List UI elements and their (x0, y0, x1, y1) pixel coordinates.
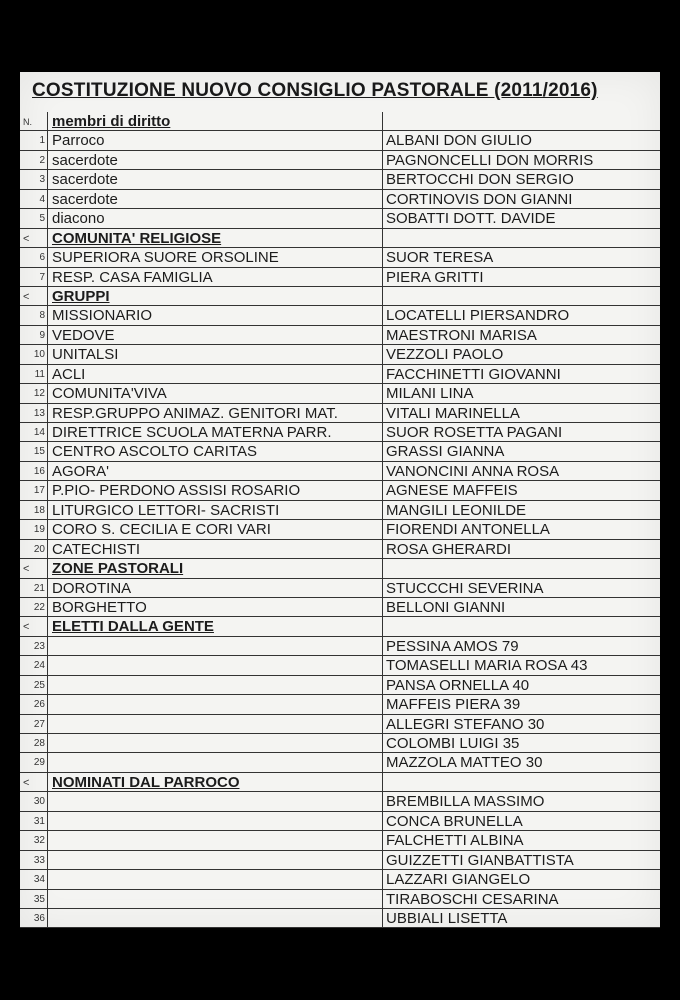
table-row (20, 520, 660, 539)
row-number: 35 (20, 890, 48, 908)
role-cell: CORO S. CECILIA E CORI VARI (52, 521, 271, 539)
name-cell: SUOR TERESA (382, 248, 660, 266)
role-cell: P.PIO- PERDONO ASSISI ROSARIO (52, 482, 301, 500)
row-number: 5 (20, 209, 48, 227)
section-title: ZONE PASTORALI (52, 560, 184, 578)
name-cell: CONCA BRUNELLA (382, 812, 660, 830)
name-cell: SOBATTI DOTT. DAVIDE (382, 209, 660, 227)
council-table (20, 112, 660, 928)
row-number: 28 (20, 734, 48, 752)
table-row (20, 890, 660, 909)
table-row (20, 345, 660, 364)
name-cell: VEZZOLI PAOLO (382, 345, 660, 363)
row-number: 11 (20, 365, 48, 383)
table-row (20, 695, 660, 714)
role-cell (52, 890, 380, 908)
header-name-cell (382, 112, 660, 130)
row-number: 21 (20, 579, 48, 597)
table-row (20, 792, 660, 811)
section-row (20, 287, 660, 306)
row-number: 14 (20, 423, 48, 441)
row-number: 33 (20, 851, 48, 869)
row-number: 6 (20, 248, 48, 266)
table-row (20, 501, 660, 520)
row-number: 19 (20, 520, 48, 538)
name-cell: FIORENDI ANTONELLA (382, 520, 660, 538)
row-number: 12 (20, 384, 48, 402)
document-title: COSTITUZIONE NUOVO CONSIGLIO PASTORALE (2011/2016) (32, 80, 598, 101)
name-cell: CORTINOVIS DON GIANNI (382, 190, 660, 208)
row-number: 16 (20, 462, 48, 480)
name-cell: LAZZARI GIANGELO (382, 870, 660, 888)
name-cell (382, 229, 660, 247)
table-row (20, 365, 660, 384)
row-number: 18 (20, 501, 48, 519)
role-cell (52, 656, 380, 674)
role-cell: SUPERIORA SUORE ORSOLINE (52, 249, 279, 267)
table-row (20, 404, 660, 423)
name-cell (382, 287, 660, 305)
table-row (20, 579, 660, 598)
header-number: N. (20, 112, 48, 130)
row-number: 25 (20, 676, 48, 694)
row-number: 17 (20, 481, 48, 499)
table-row (20, 248, 660, 267)
section-row (20, 559, 660, 578)
role-cell: CENTRO ASCOLTO CARITAS (52, 443, 258, 461)
table-row (20, 209, 660, 228)
table-row (20, 170, 660, 189)
role-cell: CATECHISTI (52, 540, 141, 558)
section-title: NOMINATI DAL PARROCO (52, 773, 240, 791)
name-cell: PANSA ORNELLA 40 (382, 676, 660, 694)
name-cell: GRASSI GIANNA (382, 442, 660, 460)
name-cell: MAESTRONI MARISA (382, 326, 660, 344)
table-row (20, 306, 660, 325)
name-cell: STUCCCHI SEVERINA (382, 579, 660, 597)
row-number: 20 (20, 540, 48, 558)
role-cell (52, 753, 380, 771)
name-cell: PAGNONCELLI DON MORRIS (382, 151, 660, 169)
section-row (20, 229, 660, 248)
name-cell: FACCHINETTI GIOVANNI (382, 365, 660, 383)
name-cell: MAZZOLA MATTEO 30 (382, 753, 660, 771)
role-cell: COMUNITA'VIVA (52, 385, 167, 403)
name-cell: UBBIALI LISETTA (382, 909, 660, 927)
role-cell: VEDOVE (52, 326, 115, 344)
role-cell: LITURGICO LETTORI- SACRISTI (52, 501, 280, 519)
table-row (20, 326, 660, 345)
name-cell: PIERA GRITTI (382, 268, 660, 286)
role-cell (52, 909, 380, 927)
section-title: COMUNITA' RELIGIOSE (52, 229, 222, 247)
table-row (20, 190, 660, 209)
role-cell (52, 851, 380, 869)
section-title: ELETTI DALLA GENTE (52, 618, 214, 636)
name-cell: FALCHETTI ALBINA (382, 831, 660, 849)
role-cell: AGORA' (52, 462, 110, 480)
role-cell: UNITALSI (52, 346, 119, 364)
table-row (20, 851, 660, 870)
table-row (20, 423, 660, 442)
name-cell: ALBANI DON GIULIO (382, 131, 660, 149)
table-row (20, 831, 660, 850)
table-row (20, 637, 660, 656)
name-cell: VANONCINI ANNA ROSA (382, 462, 660, 480)
name-cell: MAFFEIS PIERA 39 (382, 695, 660, 713)
row-number: 8 (20, 306, 48, 324)
table-header-row (20, 112, 660, 131)
row-number: 7 (20, 268, 48, 286)
name-cell: SUOR ROSETTA PAGANI (382, 423, 660, 441)
row-number: 10 (20, 345, 48, 363)
role-cell (52, 792, 380, 810)
row-number: 30 (20, 792, 48, 810)
role-cell: ACLI (52, 365, 86, 383)
name-cell: TOMASELLI MARIA ROSA 43 (382, 656, 660, 674)
row-number: < (20, 617, 48, 635)
row-number: 9 (20, 326, 48, 344)
row-number: 13 (20, 404, 48, 422)
row-number: 24 (20, 656, 48, 674)
name-cell: ALLEGRI STEFANO 30 (382, 715, 660, 733)
name-cell: MANGILI LEONILDE (382, 501, 660, 519)
header-label: membri di diritto (52, 113, 171, 130)
row-number: 36 (20, 909, 48, 927)
row-number: 22 (20, 598, 48, 616)
role-cell: sacerdote (52, 190, 118, 208)
table-row (20, 151, 660, 170)
role-cell (52, 734, 380, 752)
row-number: 23 (20, 637, 48, 655)
role-cell (52, 695, 380, 713)
name-cell: MILANI LINA (382, 384, 660, 402)
role-cell: Parroco (52, 132, 105, 150)
name-cell: PESSINA AMOS 79 (382, 637, 660, 655)
table-row (20, 909, 660, 928)
role-cell (52, 637, 380, 655)
role-cell (52, 676, 380, 694)
row-number: 2 (20, 151, 48, 169)
name-cell: COLOMBI LUIGI 35 (382, 734, 660, 752)
name-cell: TIRABOSCHI CESARINA (382, 890, 660, 908)
role-cell: diacono (52, 210, 105, 228)
name-cell (382, 773, 660, 791)
table-row (20, 812, 660, 831)
role-cell: MISSIONARIO (52, 307, 153, 325)
name-cell (382, 559, 660, 577)
name-cell (382, 617, 660, 635)
table-row (20, 870, 660, 889)
table-row (20, 656, 660, 675)
table-row (20, 734, 660, 753)
row-number: 15 (20, 442, 48, 460)
name-cell: BERTOCCHI DON SERGIO (382, 170, 660, 188)
row-number: 31 (20, 812, 48, 830)
table-row (20, 540, 660, 559)
table-row (20, 753, 660, 772)
role-cell: RESP. CASA FAMIGLIA (52, 268, 213, 286)
name-cell: BREMBILLA MASSIMO (382, 792, 660, 810)
row-number: 4 (20, 190, 48, 208)
row-number: < (20, 559, 48, 577)
row-number: 34 (20, 870, 48, 888)
role-cell: sacerdote (52, 151, 118, 169)
role-cell (52, 831, 380, 849)
document-page (20, 72, 660, 928)
row-number: 3 (20, 170, 48, 188)
section-row (20, 773, 660, 792)
name-cell: VITALI MARINELLA (382, 404, 660, 422)
row-number: 1 (20, 131, 48, 149)
table-row (20, 131, 660, 150)
name-cell: AGNESE MAFFEIS (382, 481, 660, 499)
section-title: GRUPPI (52, 287, 110, 305)
name-cell: ROSA GHERARDI (382, 540, 660, 558)
row-number: 29 (20, 753, 48, 771)
row-number: 32 (20, 831, 48, 849)
row-number: < (20, 229, 48, 247)
name-cell: GUIZZETTI GIANBATTISTA (382, 851, 660, 869)
row-number: < (20, 773, 48, 791)
name-cell: BELLONI GIANNI (382, 598, 660, 616)
row-number: 26 (20, 695, 48, 713)
role-cell (52, 812, 380, 830)
name-cell: LOCATELLI PIERSANDRO (382, 306, 660, 324)
role-cell (52, 715, 380, 733)
table-row (20, 715, 660, 734)
role-cell (52, 870, 380, 888)
role-cell: sacerdote (52, 171, 118, 189)
section-row (20, 617, 660, 636)
table-row (20, 481, 660, 500)
table-row (20, 268, 660, 287)
role-cell: DOROTINA (52, 579, 132, 597)
role-cell: RESP.GRUPPO ANIMAZ. GENITORI MAT. (52, 404, 338, 422)
role-cell: BORGHETTO (52, 598, 147, 616)
table-row (20, 462, 660, 481)
row-number: 27 (20, 715, 48, 733)
role-cell: DIRETTRICE SCUOLA MATERNA PARR. (52, 424, 332, 441)
table-row (20, 598, 660, 617)
table-row (20, 384, 660, 403)
table-row (20, 676, 660, 695)
table-row (20, 442, 660, 461)
row-number: < (20, 287, 48, 305)
